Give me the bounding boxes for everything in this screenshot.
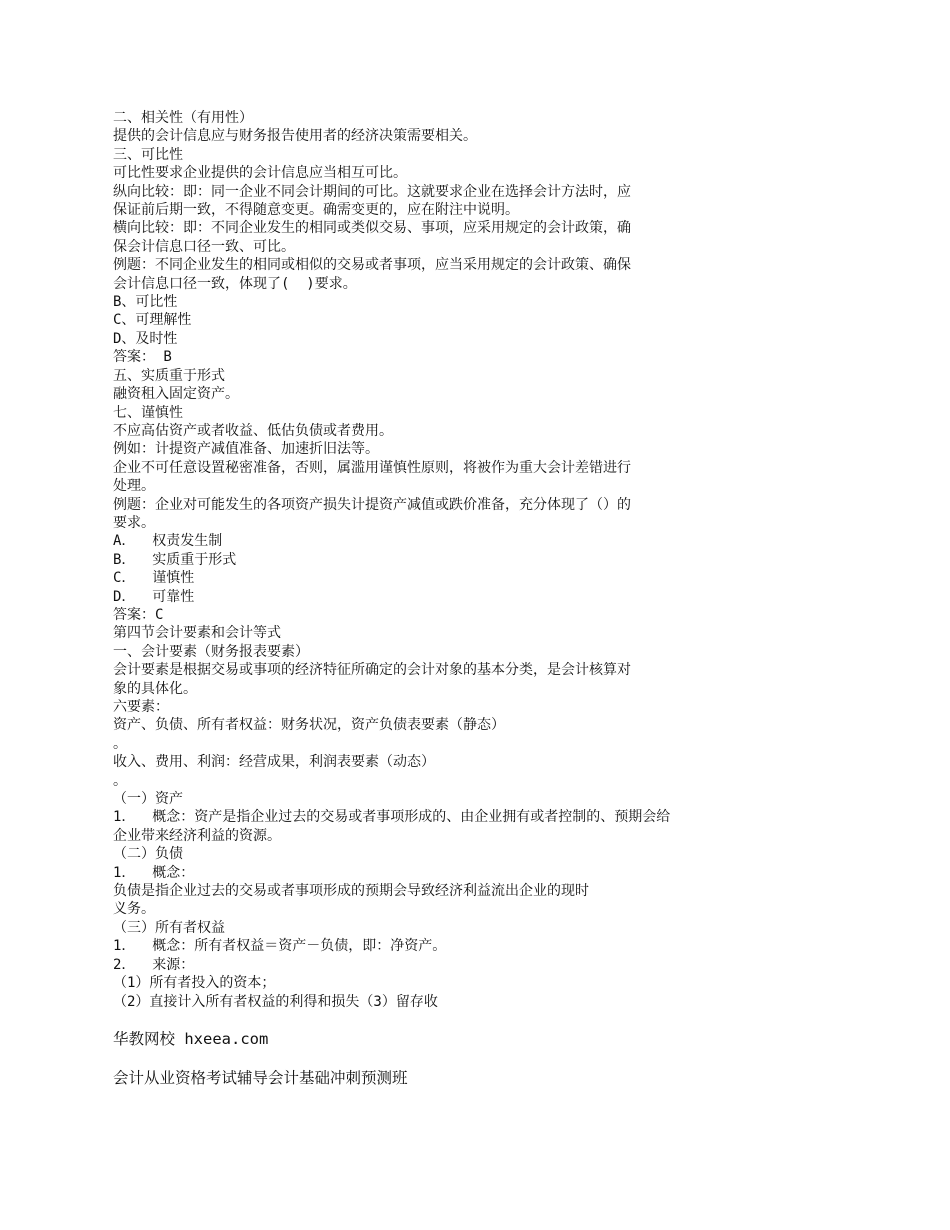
text-line: 提供的会计信息应与财务报告使用者的经济决策需要相关。 xyxy=(113,128,477,145)
text-line: 三、可比性 xyxy=(113,146,183,163)
footer-course: 会计从业资格考试辅导会计基础冲刺预测班 xyxy=(113,1068,408,1087)
text-line: D． 可靠性 xyxy=(113,588,195,605)
text-line: C、可理解性 xyxy=(113,312,192,329)
text-line: （三）所有者权益 xyxy=(113,919,225,936)
text-line: 资产、负债、所有者权益：财务状况，资产负债表要素（静态） xyxy=(113,717,505,734)
text-line: 处理。 xyxy=(113,478,155,495)
text-line: B． 实质重于形式 xyxy=(113,551,237,568)
text-line: 例题：不同企业发生的相同或相似的交易或者事项，应当采用规定的会计政策、确保 xyxy=(113,257,631,274)
spacer xyxy=(113,1011,833,1029)
text-line: 收入、费用、利润：经营成果，利润表要素（动态） xyxy=(113,754,435,771)
text-line: 横向比较：即：不同企业发生的相同或类似交易、事项，应采用规定的会计政策，确 xyxy=(113,220,631,237)
text-line: 1． 概念： xyxy=(113,864,195,881)
text-line: 纵向比较：即：同一企业不同会计期间的可比。这就要求企业在选择会计方法时，应 xyxy=(113,183,631,200)
text-line: 会计要素是根据交易或事项的经济特征所确定的会计对象的基本分类，是会计核算对 xyxy=(113,662,631,679)
text-line: （二）负债 xyxy=(113,846,183,863)
text-line: 例如：计提资产减值准备、加速折旧法等。 xyxy=(113,441,379,458)
text-line: A． 权责发生制 xyxy=(113,533,223,550)
text-line: 六要素： xyxy=(113,699,169,715)
text-line: 第四节会计要素和会计等式 xyxy=(113,625,281,642)
text-line: （2）直接计入所有者权益的利得和损失（3）留存收 xyxy=(113,993,438,1010)
document-page xyxy=(113,109,833,1088)
text-line: 企业不可任意设置秘密准备，否则，属滥用谨慎性原则，将被作为重大会计差错进行 xyxy=(113,459,631,476)
text-line: 企业带来经济利益的资源。 xyxy=(113,827,281,844)
document-body xyxy=(113,109,833,1011)
text-line: 义务。 xyxy=(113,901,155,918)
text-line: 保证前后期一致，不得随意变更。确需变更的，应在附注中说明。 xyxy=(113,202,519,219)
spacer xyxy=(113,1049,833,1067)
text-line: D、及时性 xyxy=(113,330,178,347)
text-line: 。 xyxy=(113,772,127,789)
text-line: 要求。 xyxy=(113,514,155,531)
text-line: 会计信息口径一致，体现了( )要求。 xyxy=(113,275,357,292)
text-line: 不应高估资产或者收益、低估负债或者费用。 xyxy=(113,422,393,439)
text-line: 象的具体化。 xyxy=(113,680,197,697)
text-line: 可比性要求企业提供的会计信息应当相互可比。 xyxy=(113,165,407,182)
footer-school: 华教网校 hxeea.com xyxy=(113,1030,269,1049)
text-line: 。 xyxy=(113,735,127,752)
text-line: 七、谨慎性 xyxy=(113,404,183,421)
text-line: 保会计信息口径一致、可比。 xyxy=(113,238,295,255)
text-line: 答案：C xyxy=(113,606,164,623)
text-line: （一）资产 xyxy=(113,791,183,808)
text-line: 1． 概念：资产是指企业过去的交易或者事项形成的、由企业拥有或者控制的、预期会给 xyxy=(113,809,671,826)
text-line: 负债是指企业过去的交易或者事项形成的预期会导致经济利益流出企业的现时 xyxy=(113,883,589,900)
text-line: 五、实质重于形式 xyxy=(113,367,225,384)
text-line: B、可比性 xyxy=(113,294,178,311)
text-line: 1． 概念：所有者权益＝资产－负债，即：净资产。 xyxy=(113,938,447,955)
text-line: 答案： B xyxy=(113,349,172,366)
text-line: 例题：企业对可能发生的各项资产损失计提资产减值或跌价准备，充分体现了（）的 xyxy=(113,496,631,513)
text-line: 融资租入固定资产。 xyxy=(113,386,239,403)
text-line: （1）所有者投入的资本； xyxy=(113,975,276,992)
text-line: 一、会计要素（财务报表要素） xyxy=(113,643,309,660)
text-line: 2． 来源： xyxy=(113,956,195,973)
text-line: 二、相关性（有用性） xyxy=(113,110,253,126)
text-line: C． 谨慎性 xyxy=(113,570,195,587)
